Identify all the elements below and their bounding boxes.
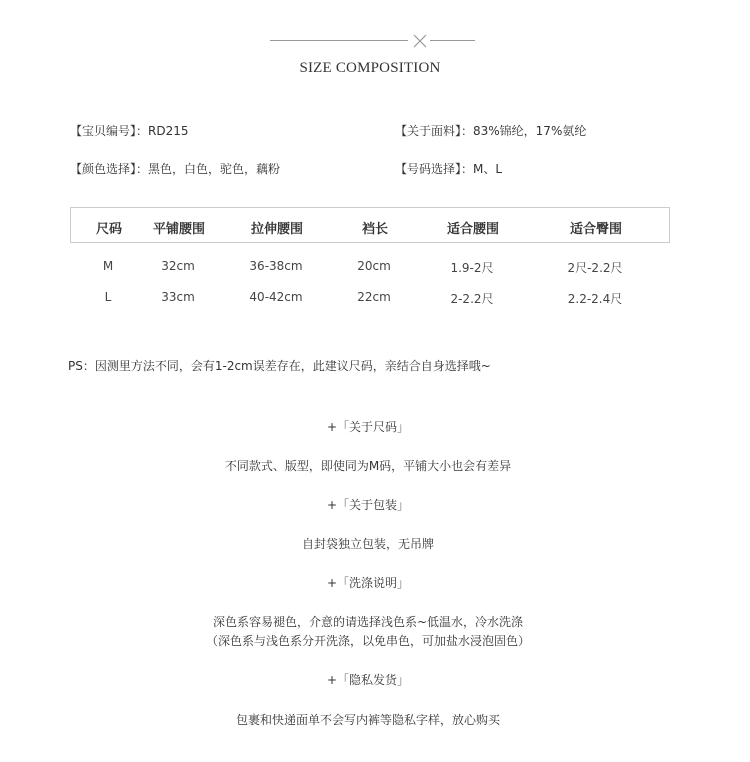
table-cell: 36-38cm <box>249 259 303 273</box>
table-cell: 32cm <box>161 259 195 273</box>
header-fit-hip: 适合臀围 <box>569 222 622 237</box>
packaging-heading: +「关于包装」 <box>326 498 410 512</box>
table-cell: 22cm <box>357 290 391 304</box>
ps-note: PS：因测里方法不同，会有1-2cm误差存在，此建议尺码，亲结合自身选择哦~ <box>68 359 491 373</box>
table-cell: 1.9-2尺 <box>450 261 494 275</box>
washing-text-2: （深色系与浅色系分开洗涤，以免串色，可加盐水浸泡固色） <box>205 634 530 648</box>
table-cell: 33cm <box>161 290 195 304</box>
privacy-heading: +「隐私发货」 <box>326 673 410 687</box>
washing-text-1: 深色系容易褪色，介意的请选择浅色系~低温水，冷水洗涤 <box>212 615 524 629</box>
table-cell: 2尺-2.2尺 <box>567 261 623 275</box>
table-cell: M <box>102 259 114 273</box>
table-row <box>70 290 670 321</box>
x-cross-icon <box>412 32 428 50</box>
ornament-line-left <box>270 40 408 41</box>
product-code: 【宝贝编号】：RD215 <box>70 124 189 138</box>
size-heading: +「关于尺码」 <box>326 420 410 434</box>
header-flat-waist: 平铺腰围 <box>152 222 205 237</box>
header-stretch-waist: 拉伸腰围 <box>250 222 303 237</box>
table-cell: 40-42cm <box>249 290 303 304</box>
size-options: 【号码选择】：M、L <box>395 162 503 176</box>
header-size: 尺码 <box>95 222 122 237</box>
packaging-text: 自封袋独立包装，无吊牌 <box>301 537 434 551</box>
privacy-text: 包裹和快递面单不会写内裤等隐私字样，放心购买 <box>235 713 500 727</box>
table-cell: 20cm <box>357 259 391 273</box>
size-text: 不同款式、版型，即使同为M码，平铺大小也会有差异 <box>224 459 512 473</box>
header-fit-waist: 适合腰围 <box>446 222 499 237</box>
size-table <box>70 207 670 321</box>
table-cell: 2.2-2.4尺 <box>567 292 623 306</box>
table-row <box>70 259 670 290</box>
color-options: 【颜色选择】：黑色，白色，驼色，藕粉 <box>70 162 281 176</box>
washing-heading: +「洗涤说明」 <box>326 576 410 590</box>
title-ornament <box>270 31 475 51</box>
page-title: SIZE COMPOSITION <box>299 60 441 76</box>
fabric-info: 【关于面料】：83%锦纶，17%氨纶 <box>395 124 587 138</box>
ornament-line-right <box>430 40 475 41</box>
table-header-row <box>70 207 670 243</box>
header-rise: 裆长 <box>361 222 388 237</box>
table-cell: 2-2.2尺 <box>450 292 494 306</box>
table-cell: L <box>104 290 112 304</box>
